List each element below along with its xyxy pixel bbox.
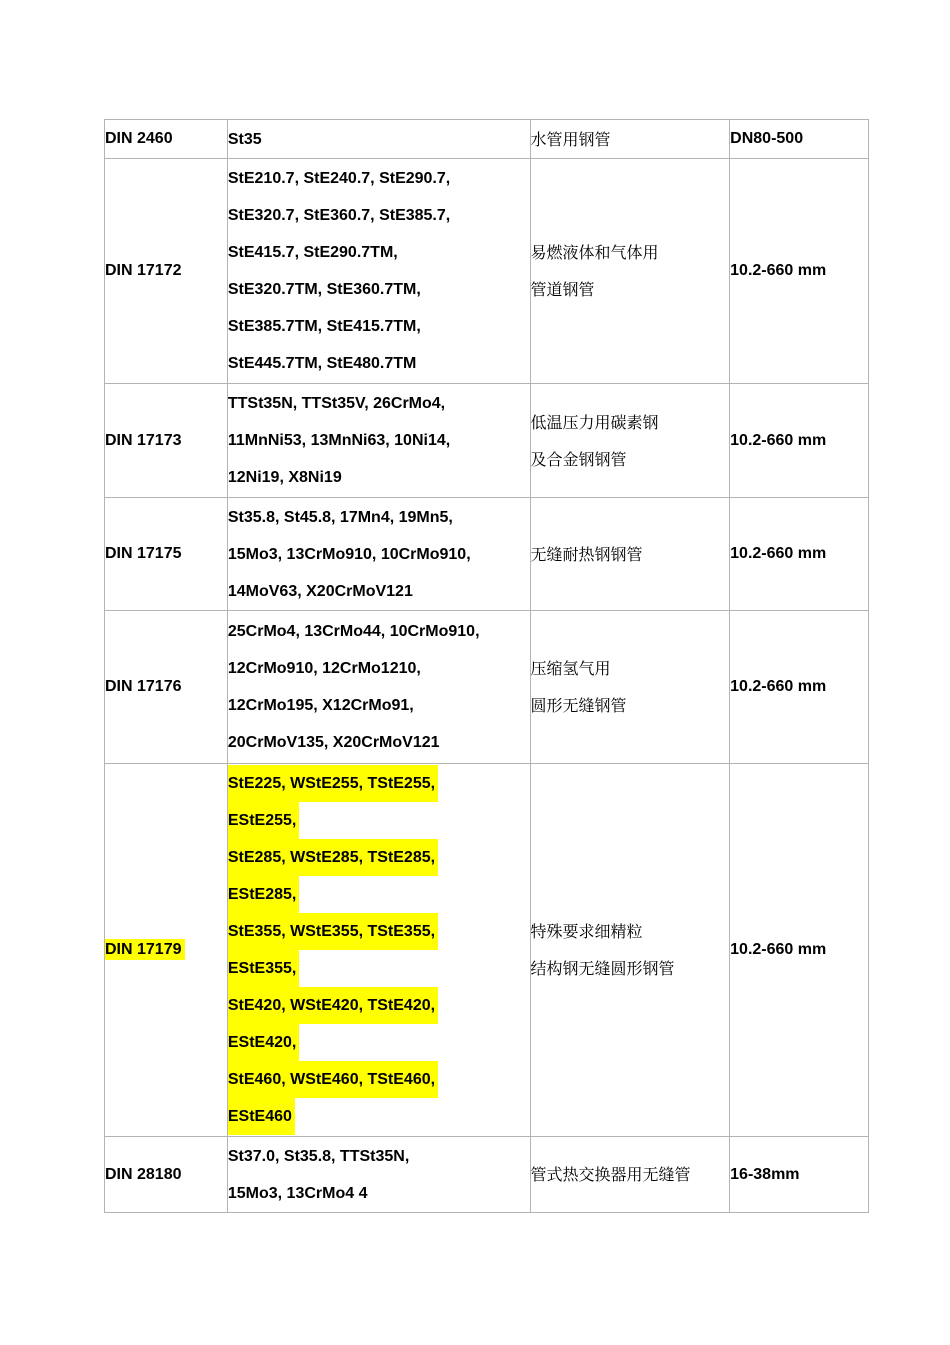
grade-line: [228, 459, 530, 496]
grade-text: 20CrMoV135, X20CrMoV121: [227, 734, 440, 751]
grade-line: [228, 499, 530, 536]
size-range: 10.2-660 mm: [730, 431, 827, 449]
grade-text: StE415.7, StE290.7TM,: [227, 244, 398, 261]
table-row: [105, 764, 868, 1136]
grade-line: [228, 308, 530, 345]
grade-text: 15Mo3, 13CrMo4 4: [227, 1184, 368, 1202]
usage-cell: [531, 120, 730, 158]
size-range: 10.2-660 mm: [730, 545, 827, 562]
usage-text: 水管用钢管: [530, 129, 611, 149]
usage-text: 管式热交换器用无缝管: [530, 1165, 691, 1184]
table-row: [105, 1137, 868, 1212]
grade-line: [228, 1175, 530, 1212]
grades-cell: [228, 764, 530, 1136]
grade-text: EStE255,: [228, 802, 299, 839]
grade-line: [228, 613, 530, 650]
standard-cell: [105, 1137, 227, 1212]
usage-cell: [531, 611, 730, 763]
grade-line: [228, 345, 530, 382]
grade-line: [228, 913, 530, 950]
grade-text: StE320.7TM, StE360.7TM,: [227, 281, 421, 298]
grade-text: StE355, WStE355, TStE355,: [228, 913, 438, 950]
standard-code: DIN 17179: [105, 939, 185, 960]
table-row: [105, 159, 868, 383]
size-cell: [730, 498, 868, 610]
standard-cell: [105, 120, 227, 158]
grade-line: [228, 1024, 530, 1061]
size-cell: [730, 384, 868, 497]
grade-line: [228, 724, 530, 761]
usage-text: 圆形无缝钢管: [530, 696, 627, 715]
grade-line: [228, 1138, 530, 1175]
grades-cell: [228, 384, 530, 497]
grade-text: StE420, WStE420, TStE420,: [228, 987, 438, 1024]
standards-table: [104, 119, 869, 1213]
table-row: [105, 120, 868, 158]
size-cell: [730, 159, 868, 383]
grade-line: [228, 385, 530, 422]
grade-text: StE210.7, StE240.7, StE290.7,: [227, 170, 451, 187]
table-row: [105, 498, 868, 610]
standard-code: DIN 17172: [105, 262, 182, 279]
standard-cell: [105, 159, 227, 383]
grade-line: [228, 271, 530, 308]
usage-text: 特殊要求细精粒: [530, 922, 643, 941]
grade-text: St35.8, St45.8, 17Mn4, 19Mn5,: [227, 508, 453, 526]
size-range: 16-38mm: [730, 1165, 800, 1183]
grade-text: 14MoV63, X20CrMoV121: [227, 582, 413, 600]
grade-text: TTSt35N, TTSt35V, 26CrMo4,: [227, 395, 446, 412]
grades-cell: [228, 159, 530, 383]
grade-line: [228, 950, 530, 987]
grade-text: StE445.7TM, StE480.7TM: [227, 355, 417, 372]
grade-text: StE225, WStE255, TStE255,: [228, 765, 438, 802]
grade-text: 12CrMo195, X12CrMo91,: [227, 697, 414, 714]
grade-line: [228, 802, 530, 839]
grade-line: [228, 765, 530, 802]
grade-text: 12Ni19, X8Ni19: [227, 469, 342, 486]
usage-text: 无缝耐热钢钢管: [530, 544, 643, 564]
grade-line: [228, 160, 530, 197]
size-range: DN80-500: [730, 130, 804, 147]
standard-cell: [105, 498, 227, 610]
grades-cell: [228, 611, 530, 763]
table-row: [105, 611, 868, 763]
grade-text: EStE285,: [228, 876, 299, 913]
standard-cell: [105, 611, 227, 763]
grade-line: [228, 876, 530, 913]
grades-cell: [228, 498, 530, 610]
grade-text: EStE460: [228, 1098, 295, 1135]
table-row: [105, 384, 868, 497]
standard-code: DIN 17175: [105, 545, 182, 562]
grade-line: [228, 687, 530, 724]
usage-cell: [531, 498, 730, 610]
grades-cell: [228, 1137, 530, 1212]
standard-cell: [105, 384, 227, 497]
grade-text: StE320.7, StE360.7, StE385.7,: [227, 207, 451, 224]
usage-text: 管道钢管: [530, 280, 595, 299]
standards-table-body: [105, 120, 868, 1212]
grade-line: [228, 234, 530, 271]
grade-text: StE460, WStE460, TStE460,: [228, 1061, 438, 1098]
standard-code: DIN 17173: [105, 431, 182, 449]
grade-line: [228, 987, 530, 1024]
grade-text: EStE355,: [228, 950, 299, 987]
grade-line: [228, 1098, 530, 1135]
grade-text: EStE420,: [228, 1024, 299, 1061]
grade-text: 25CrMo4, 13CrMo44, 10CrMo910,: [227, 623, 480, 640]
grade-text: 15Mo3, 13CrMo910, 10CrMo910,: [227, 545, 471, 563]
grade-text: StE285, WStE285, TStE285,: [228, 839, 438, 876]
size-cell: [730, 764, 868, 1136]
grade-line: [228, 1061, 530, 1098]
grade-text: St37.0, St35.8, TTSt35N,: [227, 1147, 410, 1165]
size-range: 10.2-660 mm: [730, 262, 827, 279]
grade-line: [228, 197, 530, 234]
standard-code: DIN 28180: [105, 1165, 182, 1183]
size-cell: [730, 120, 868, 158]
standard-code: DIN 17176: [105, 678, 182, 695]
usage-cell: [531, 384, 730, 497]
usage-cell: [531, 764, 730, 1136]
usage-text: 低温压力用碳素钢: [530, 412, 659, 432]
usage-text: 结构钢无缝圆形钢管: [530, 959, 675, 978]
grade-line: [228, 121, 530, 158]
standard-cell: [105, 764, 227, 1136]
grade-line: [228, 422, 530, 459]
grade-text: 11MnNi53, 13MnNi63, 10Ni14,: [227, 432, 451, 449]
grade-line: [228, 536, 530, 573]
usage-cell: [531, 1137, 730, 1212]
size-cell: [730, 1137, 868, 1212]
grade-line: [228, 839, 530, 876]
grade-text: StE385.7TM, StE415.7TM,: [227, 318, 421, 335]
grade-line: [228, 650, 530, 687]
size-cell: [730, 611, 868, 763]
size-range: 10.2-660 mm: [730, 941, 827, 958]
grade-line: [228, 573, 530, 610]
usage-text: 易燃液体和气体用: [530, 243, 659, 262]
usage-text: 压缩氢气用: [530, 659, 611, 678]
grades-cell: [228, 120, 530, 158]
usage-cell: [531, 159, 730, 383]
standard-code: DIN 2460: [105, 130, 173, 147]
usage-text: 及合金钢钢管: [530, 449, 627, 469]
grade-text: St35: [227, 130, 262, 148]
size-range: 10.2-660 mm: [730, 678, 827, 695]
grade-text: 12CrMo910, 12CrMo1210,: [227, 660, 421, 677]
